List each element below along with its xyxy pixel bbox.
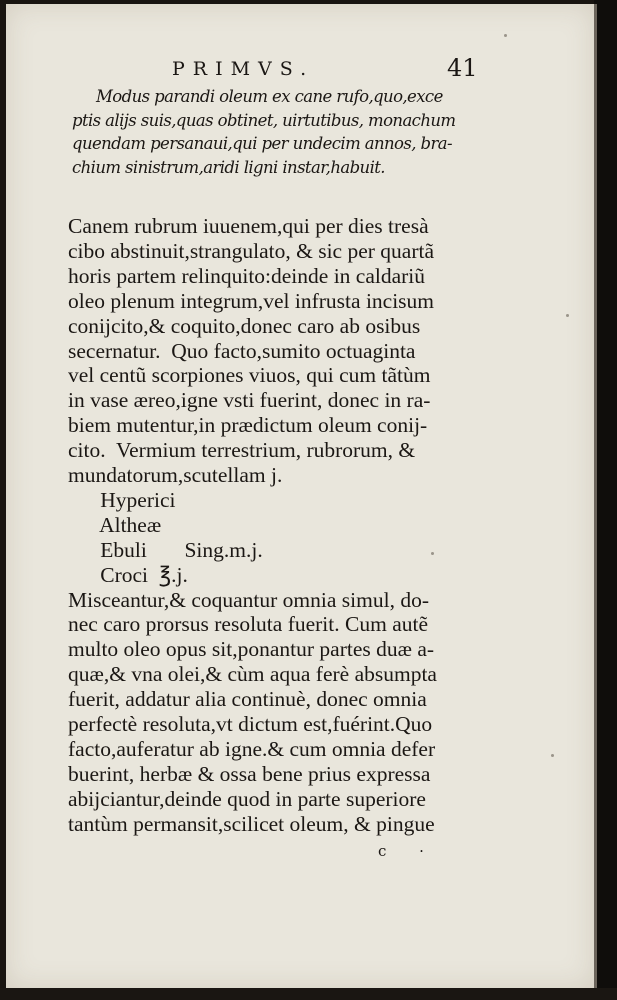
body-line: secernatur. Quo facto,sumito octuaginta xyxy=(68,338,416,363)
body-line: Altheæ xyxy=(68,512,162,537)
body-line: cito. Vermium terrestrium, rubrorum, & xyxy=(68,438,416,463)
body-line: nec caro prorsus resoluta fuerit. Cum autẽ xyxy=(68,612,428,637)
page-number: 41 xyxy=(447,54,478,82)
paper-speck xyxy=(566,314,569,317)
body-line: horis partem relinquito:deinde in caldariũ xyxy=(68,263,426,288)
body-line: perfectè resoluta,vt dictum est,fuérint.Quo xyxy=(68,712,433,736)
heading-line: Modus parandi oleum ex cane rufo,quo,exce xyxy=(96,87,443,106)
body-line: mundatorum,scutellam j. xyxy=(68,463,283,487)
body-line: fuerit, addatur alia continuè, donec omnia xyxy=(68,687,427,712)
body-line: biem mutentur,in prædictum oleum conij- xyxy=(68,413,428,438)
body-line: conijcito,& coquito,donec caro ab osibus xyxy=(68,313,421,338)
body-line: in vase æreo,igne vsti fuerint, donec in ra- xyxy=(68,388,431,413)
heading-line: quendam persanaui,qui per undecim annos, bra- xyxy=(72,134,453,153)
paper-speck xyxy=(551,754,554,757)
catchword: c · xyxy=(378,842,438,860)
body-line: tantùm permansit,scilicet oleum, & pingue xyxy=(68,811,435,836)
body-line: Misceantur,& coquantur omnia simul, do- xyxy=(68,587,429,612)
body-line: buerint, herbæ & ossa bene prius expressa xyxy=(68,761,431,786)
body-line: facto,auferatur ab igne.& cum omnia defer xyxy=(68,736,436,761)
body-line: Hyperici xyxy=(68,487,176,512)
body-line: multo oleo opus sit,ponantur partes duæ a- xyxy=(68,637,435,662)
running-title: PRIMVS. xyxy=(172,58,315,80)
body-line: quæ,& vna olei,& cùm aqua ferè absumpta xyxy=(68,662,437,687)
body-line: abijciantur,deinde quod in parte superiore xyxy=(68,786,426,811)
body-line: cibo abstinuit,strangulato, & sic per quartã xyxy=(68,238,435,263)
body-line: vel centũ scorpiones viuos, qui cum tãtùm xyxy=(68,363,431,388)
heading-line: chium sinistrum,aridi ligni instar,habuit. xyxy=(72,157,385,177)
body-line: Canem rubrum iuuenem,qui per dies tresà xyxy=(68,214,429,238)
body-line: Ebuli Sing.m.j. xyxy=(68,537,263,562)
book-bottom-shadow xyxy=(0,988,617,1000)
body-line: oleo plenum integrum,vel infrusta incisum xyxy=(68,288,435,313)
paper-speck xyxy=(504,34,507,37)
paper-speck xyxy=(431,552,434,555)
body-line: Croci ℥.j. xyxy=(68,562,188,587)
heading-line: ptis alijs suis,quas obtinet, uirtutibus, monachum xyxy=(72,110,456,130)
book-gutter-shadow xyxy=(594,0,617,1000)
